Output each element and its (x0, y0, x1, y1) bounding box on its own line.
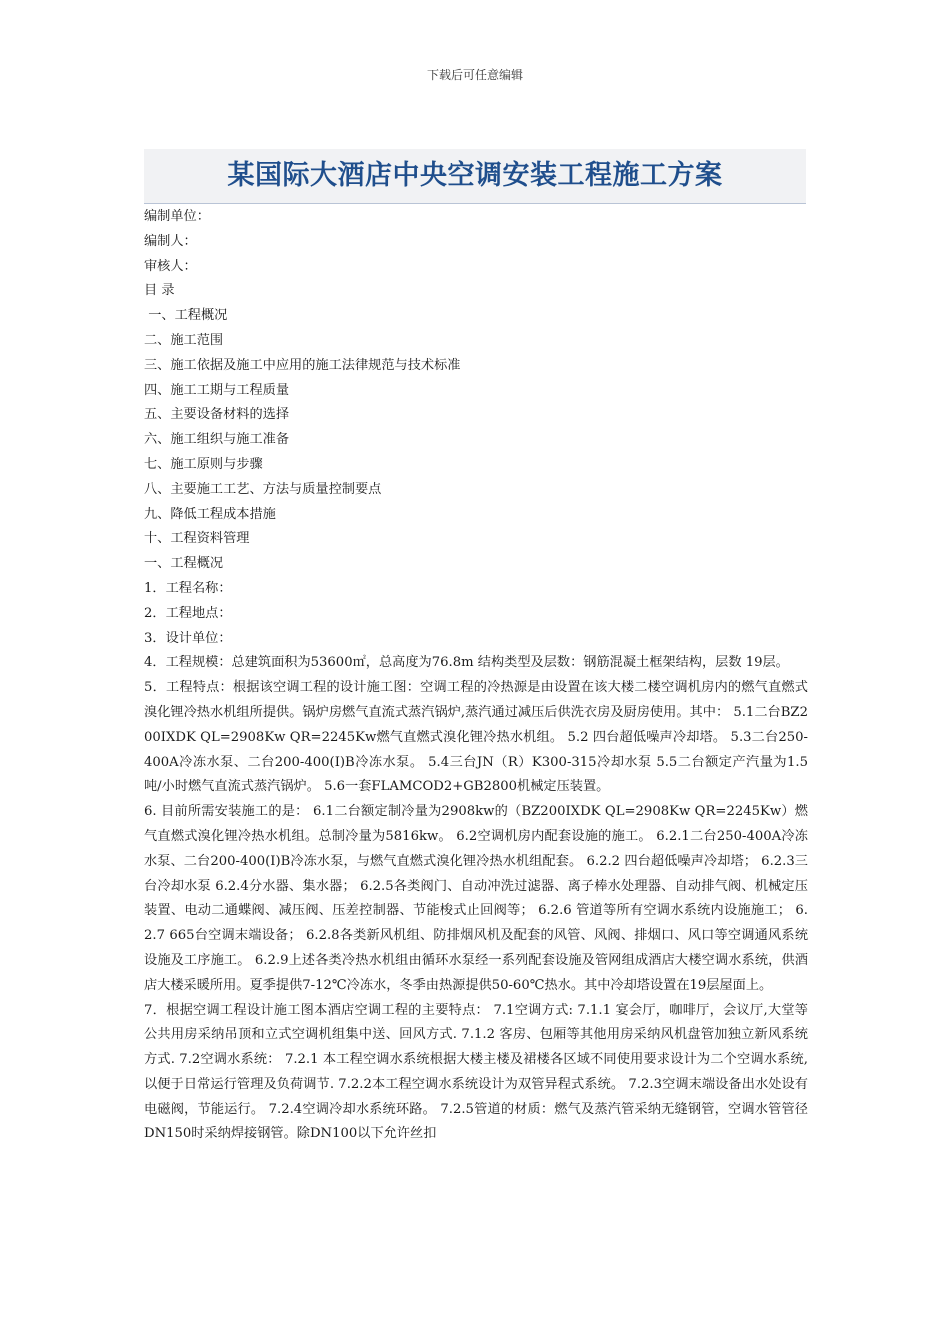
project-features-paragraph: 5．工程特点：根据该空调工程的设计施工图：空调工程的冷热源是由设置在该大楼二楼空调机房内的燃气直燃式溴化锂冷热水机组所提供。锅炉房燃气直流式蒸汽锅炉,蒸汽通过减压后供洗衣房及厨房使用。其中： 5.1二台BZ200IXDK QL=2908Kw QR=2245Kw燃气直燃式溴化锂冷热水机组。 5.2 四台超低噪声冷却塔。 5.3二台250-400A冷冻水泵、二台200-400(I)B冷冻水泵。 5.4三台JN（R）K300-315冷却水泵 5.5二台额定产汽量为1.5吨/小时燃气直流式蒸汽锅炉。 5.6一套FLAMCOD2+GB2800机械定压装置。 (144, 680, 808, 795)
header-note: 下载后可任意编辑 (426, 68, 523, 82)
design-unit: 3．设计单位： (144, 630, 232, 646)
toc-item: 三、施工依据及施工中应用的施工法律规范与技术标准 (144, 357, 461, 373)
toc-item: 九、降低工程成本措施 (144, 506, 276, 522)
project-location: 2．工程地点： (144, 605, 232, 621)
hvac-characteristics-paragraph: 7．根据空调工程设计施工图本酒店空调工程的主要特点： 7.1空调方式: 7.1.1 宴会厅，咖啡厅，会议厅,大堂等公共用房采纳吊顶和立式空调机组集中送、回风方式. 7.1.2 客房、包厢等其他用房采纳风机盘管加独立新风系统方式. 7.2空调水系统： 7.2.1 本工程空调水系统根据大楼主楼及裙楼各区域不同使用要求设计为二个空调水系统,以便于日常运行管理及负荷调节. 7.2.2本工程空调水系统设计为双管异程式系统。 7.2.3空调末端设备出水处设有电磁阀，节能运行。 7.2.4空调冷却水系统环路。 7.2.5管道的材质：燃气及蒸汽管采纳无缝钢管，空调水管管径 DN150时采纳焊接钢管。除DN100以下允许丝扣 (144, 1002, 808, 1142)
project-name: 1．工程名称： (144, 580, 232, 596)
title-band (144, 149, 806, 204)
document-body (144, 205, 808, 1147)
project-scale-paragraph: 4．工程规模：总建筑面积为53600㎡，总高度为76.8m 结构类型及层数：钢筋混凝土框架结构，层数 19层。 (144, 655, 789, 671)
toc-item: 七、施工原则与步骤 (144, 456, 263, 472)
toc-item: 八、主要施工工艺、方法与质量控制要点 (144, 481, 382, 497)
document-title: 某国际大酒店中央空调安装工程施工方案 (227, 160, 723, 191)
meta-author: 编制人： (144, 233, 197, 249)
meta-reviewer: 审核人： (144, 258, 197, 274)
toc-item: 五、主要设备材料的选择 (144, 407, 290, 423)
toc-item: 十、工程资料管理 (144, 531, 250, 547)
toc-item: 四、施工工期与工程质量 (144, 382, 290, 398)
toc-heading: 目 录 (144, 283, 175, 299)
toc-item: 二、施工范围 (144, 332, 224, 348)
installation-scope-paragraph: 6. 目前所需安装施工的是： 6.1二台额定制冷量为2908kw的（BZ200IXDK QL=2908Kw QR=2245Kw）燃气直燃式溴化锂冷热水机组。总制冷量为5816kw。 6.2空调机房内配套设施的施工。 6.2.1二台250-400A冷冻水泵、二台200-400(I)B冷冻水泵，与燃气直燃式溴化锂冷热水机组配套。 6.2.2 四台超低噪声冷却塔； 6.2.3三台冷却水泵 6.2.4分水器、集水器； 6.2.5各类阀门、自动冲洗过滤器、离子棒水处理器、自动排气阀、机械定压装置、电动二通蝶阀、减压阀、压差控制器、节能梭式止回阀等； 6.2.6 管道等所有空调水系统内设施施工； 6.2.7 665台空调末端设备； 6.2.8各类新风机组、防排烟风机及配套的风管、风阀、排烟口、风口等空调通风系统设施及工序施工。 6.2.9上述各类冷热水机组由循环水泵经一系列配套设施及管网组成酒店大楼空调水系统，供酒店大楼采暖所用。夏季提供7-12℃冷冻水，冬季由热源提供50-60℃热水。其中冷却塔设置在19层屋面上。 (144, 804, 808, 993)
toc-item: 一、工程概况 (144, 308, 228, 324)
meta-unit: 编制单位： (144, 209, 210, 224)
section-heading: 一、工程概况 (144, 556, 224, 572)
toc-item: 六、施工组织与施工准备 (144, 432, 290, 448)
